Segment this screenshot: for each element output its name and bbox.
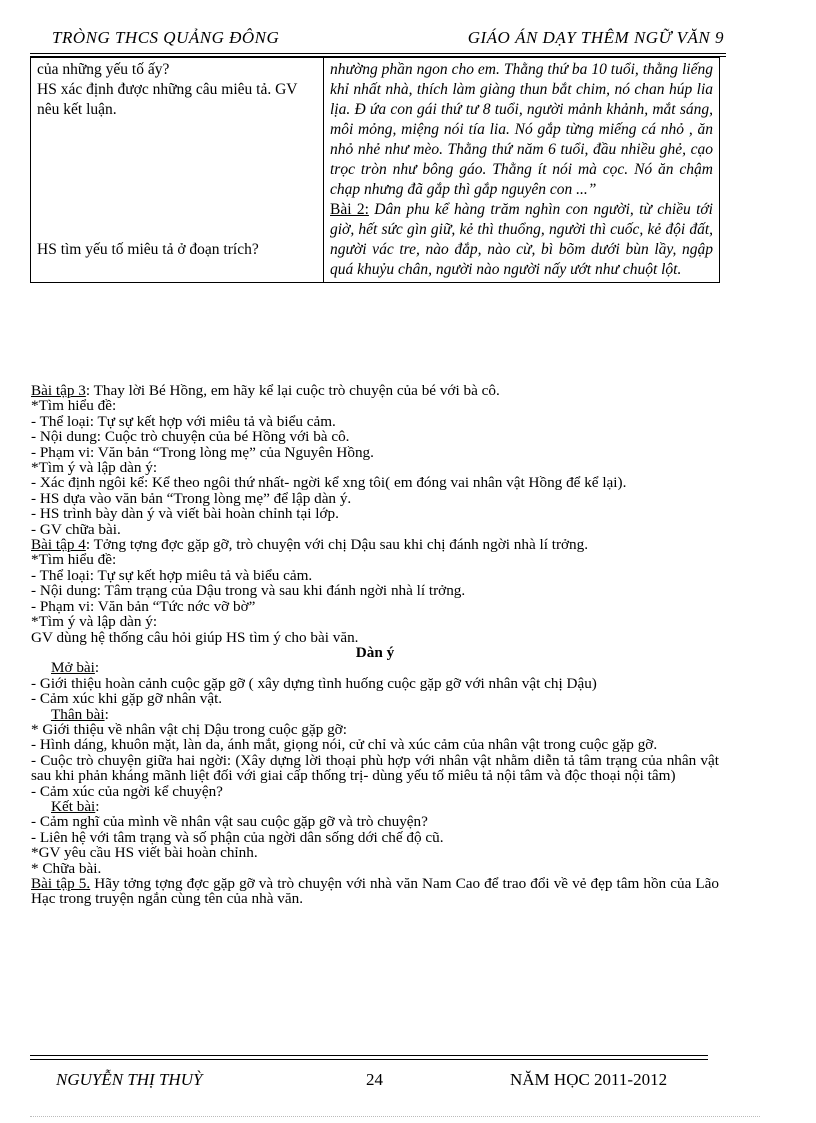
body-line: - Cảm xúc khi gặp gỡ nhân vật. <box>31 690 223 708</box>
body-line: - Thể loại: Tự sự kết hợp miêu tả và biểu cảm. <box>31 566 313 584</box>
intro-heading: Mở bài: <box>51 659 100 677</box>
body-line: - Phạm vi: Văn bản “Tức nớc vỡ bờ” <box>31 597 256 615</box>
lesson-body <box>31 383 719 907</box>
exercise-4 <box>31 537 719 552</box>
left-line-3: HS tìm yếu tố miêu tả ở đoạn trích? <box>37 241 259 258</box>
body-line: - Hình dáng, khuôn mặt, làn da, ánh mắt, giọng nói, cử chỉ và xúc cảm của nhân vật trong cuộc gặp gỡ. <box>31 736 658 754</box>
body-line: - GV chữa bài. <box>31 520 121 538</box>
spacer <box>37 120 317 200</box>
body-line: *Tìm ý và lập dàn ý: <box>31 613 158 631</box>
conclusion-heading: Kết bài: <box>51 797 100 815</box>
document-title: GIÁO ÁN DẠY THÊM NGỮ VĂN 9 <box>467 28 724 47</box>
header-rule <box>30 53 726 54</box>
body-line: *Tìm ý và lập dàn ý: <box>31 459 158 477</box>
main-heading: Thân bài: <box>51 705 109 723</box>
body-line: - Cảm xúc của ngời kể chuyện? <box>31 782 223 800</box>
author-name: NGUYỄN THỊ THUỲ <box>56 1070 203 1089</box>
body-line: *GV yêu cầu HS viết bài hoàn chỉnh. <box>31 844 258 862</box>
body-line: - Cuộc trò chuyện giữa hai ngời: (Xây dựng lời thoại phù hợp với nhân vật nhằm diễn tả tâm trạng của nhân vật sau khi phản kháng mãnh liệt đối với giai cấp thống trị- dùng yếu tố miêu tả nội tâm và độc thoại nội tâm) <box>31 751 719 785</box>
exercise-3 <box>31 383 719 398</box>
body-line: *Tìm hiểu đề: <box>31 551 117 569</box>
intro-label: Mở bài <box>51 659 95 677</box>
body-line: - Nội dung: Tâm trạng của Dậu trong và sau khi đánh ngời nhà lí trởng. <box>31 582 466 600</box>
left-line-1: của những yếu tố ấy? <box>37 61 170 78</box>
main-label: Thân bài <box>51 705 105 723</box>
exercise-3-label: Bài tập 3 <box>31 382 86 399</box>
body-line: * Giới thiệu về nhân vật chị Dậu trong cuộc gặp gỡ: <box>31 720 347 738</box>
body-line: - Thể loại: Tự sự kết hợp với miêu tả và biểu cảm. <box>31 412 336 430</box>
lesson-table <box>30 57 720 283</box>
exercise-4-label: Bài tập 4 <box>31 536 86 554</box>
body-line: * Chữa bài. <box>31 859 102 877</box>
school-year: NĂM HỌC 2011-2012 <box>510 1070 668 1089</box>
body-line: - Giới thiệu hoàn cảnh cuộc gặp gỡ ( xây dựng tình huống cuộc gặp gỡ với nhân vật chị Dậu) <box>31 674 597 692</box>
body-line: - HS dựa vào văn bản “Trong lòng mẹ” để lập dàn ý. <box>31 489 352 507</box>
exercise-5 <box>31 876 719 907</box>
footer-rule-2 <box>30 1059 708 1060</box>
teacher-activity-cell <box>31 58 324 283</box>
body-line: - Liên hệ với tâm trạng và số phận của ngời dân sống dới chế độ cũ. <box>31 828 444 846</box>
content-cell <box>324 58 720 283</box>
conclusion-label: Kết bài <box>51 797 96 815</box>
page-header <box>46 26 724 50</box>
body-line: - Nội dung: Cuộc trò chuyện của bé Hồng với bà cô. <box>31 428 350 446</box>
spacer-2 <box>37 200 317 240</box>
exercise-5-text: Hãy tởng tợng đợc gặp gỡ và trò chuyện với nhà văn Nam Cao để trao đổi về vẻ đẹp tâm hồn của Lão Hạc trong truyện ngắn cùng tên của nhà văn. <box>31 875 719 908</box>
body-line: - Phạm vi: Văn bản “Trong lòng mẹ” của Nguyên Hồng. <box>31 443 374 461</box>
exercise-2 <box>330 200 713 280</box>
body-line: - HS trình bày dàn ý và viết bài hoàn chỉnh tại lớp. <box>31 505 339 523</box>
body-line: *Tìm hiểu đề: <box>31 397 117 415</box>
body-line: - Xác định ngôi kể: Kể theo ngôi thứ nhất- ngời kể xng tôi( em đóng vai nhân vật Hồng để kể lại). <box>31 474 627 492</box>
body-line: GV dùng hệ thống câu hỏi giúp HS tìm ý cho bài văn. <box>31 628 359 646</box>
footer-rule <box>30 1055 708 1056</box>
page-number: 24 <box>366 1070 383 1089</box>
exercise-3-text: : Thay lời Bé Hồng, em hãy kể lại cuộc trò chuyện của bé với bà cô. <box>85 382 500 399</box>
exercise-2-label: Bài 2: <box>330 201 369 218</box>
excerpt-paragraph: nhường phần ngon cho em. Thằng thứ ba 10 tuổi, thằng liếng khỉ nhất nhà, thích làm giàng thun bắt chim, nó chan húp lia lịa. Đ ứa con gái thứ tư 8 tuổi, người mảnh khảnh, mắt sáng, môi mỏng, miệng nói tía lia. Nó gắp từng miếng cá nhỏ , ăn nhỏ nhẻ như mèo. Thằng thứ năm 6 tuổi, đầu nhiều ghẻ, cạo trọc tròn như bông gáo. Thằng ít nói mà cọc. Nó ăn chậm chạp nhưng đã gắp thì gắp nguyên con ...” <box>330 61 713 198</box>
exercise-2-text: Dân phu kể hàng trăm nghìn con người, từ chiều tới giờ, hết sức gìn giữ, kẻ thì thuổng, người thì cuốc, kẻ đội đất, người vác tre, nào đắp, nào cừ, bì bõm dưới bùn lầy, ngập quá khuỷu chân, người nào người nấy ướt như chuột lột. <box>330 201 713 278</box>
exercise-4-text: : Tởng tợng đợc gặp gỡ, trò chuyện với chị Dậu sau khi chị đánh ngời nhà lí trởng. <box>85 536 589 554</box>
school-name: TRÒNG THCS QUẢNG ĐÔNG <box>52 28 280 47</box>
left-line-2: HS xác định được những câu miêu tả. GV nêu kết luận. <box>37 81 298 118</box>
outline-heading: Dàn ý <box>355 643 395 661</box>
exercise-5-label: Bài tập 5. <box>31 875 91 892</box>
table-row <box>31 58 720 283</box>
page-edge-dotted-line <box>30 1116 760 1117</box>
body-line: - Cảm nghĩ của mình về nhân vật sau cuộc gặp gỡ và trò chuyện? <box>31 813 428 831</box>
